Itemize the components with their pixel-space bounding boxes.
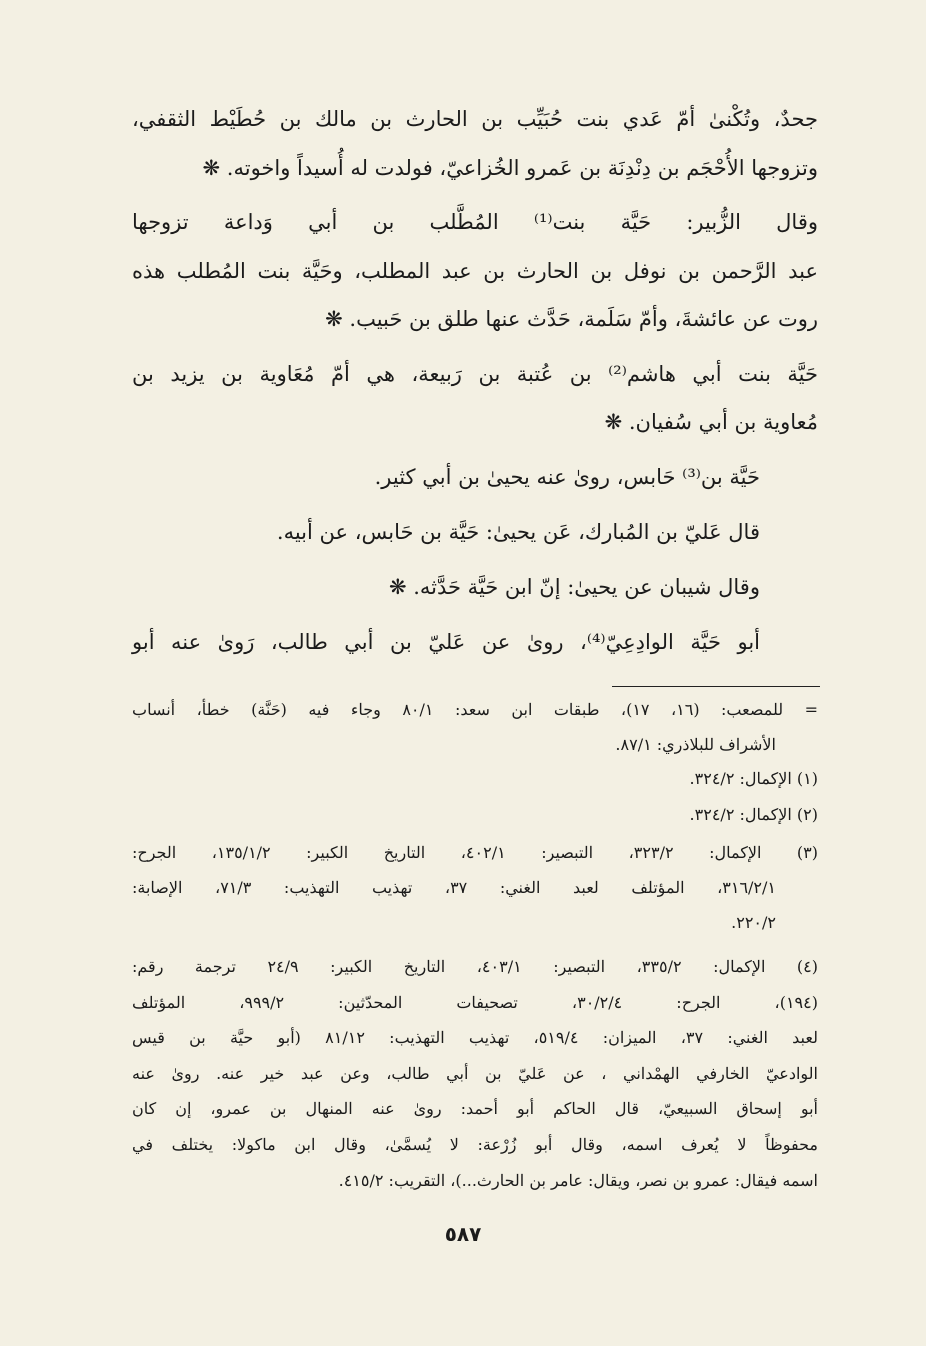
body-line-4: عبد الرَّحمن بن نوفل بن الحارث بن عبد المطلب، وحَيَّة بنت المُطلب هذه: [132, 259, 818, 283]
footnote-line-1: = للمصعب: (١٦، ١٧)، طبقات ابن سعد: ٨٠/١ وجاء فيه (حَنَّة) خطأ، أنساب: [132, 700, 818, 719]
footnote-line-2: الأشراف للبلاذري: ٨٧/١.: [615, 735, 776, 754]
footnote-line-4: (٢) الإكمال: ٣٢٤/٢.: [689, 805, 818, 824]
body-line-7: مُعاوية بن أبي سُفيان. ❋: [604, 410, 818, 434]
footnote-divider: [612, 686, 820, 687]
body-line-6: حَيَّة بنت أبي هاشم⁽²⁾ بن عُتبة بن رَبيعة، هي أمّ مُعَاوية بن يزيد بن: [132, 362, 818, 386]
body-line-9: قال عَليّ بن المُبارك، عَن يحيىٰ: حَيَّة بن حَابس، عن أبيه.: [276, 520, 760, 544]
body-line-5: روت عن عائشةَ، وأمّ سَلَمة، حَدَّث عنها طلق بن حَبيب. ❋: [325, 307, 818, 331]
footnote-line-12: أبو إسحاق السبيعيّ، قال الحاكم أبو أحمد: روىٰ عنه المنهال بن عمرو، إن كان: [132, 1099, 818, 1118]
body-line-1: جحدٌ، وتُكْنىٰ أمّ عَدي بنت حُبَيِّب بن الحارث بن مالك بن حُطَيْط الثقفي،: [132, 107, 818, 131]
footnote-line-9: (١٩٤)، الجرح: ٣٠/٢/٤، تصحيفات المحدّثين: ٩٩٩/٢، المؤتلف: [132, 993, 818, 1012]
body-line-10: وقال شيبان عن يحيىٰ: إنّ ابن حَيَّة حَدَّثه. ❋: [388, 575, 760, 599]
footnote-line-7: ٢٢٠/٢.: [731, 913, 776, 932]
footnote-line-11: الوادعيّ الخارفي الهمْداني ، عن عَليّ بن أبي طالب، وعن عبد خير عنه. روىٰ عنه: [132, 1064, 818, 1083]
footnote-line-8: (٤) الإكمال: ٣٣٥/٢، التبصير: ٤٠٣/١، التاريخ الكبير: ٢٤/٩ ترجمة رقم:: [132, 957, 818, 976]
footnote-line-14: اسمه فيقال: عمرو بن نصر، ويقال: عامر بن الحارث...)، التقريب: ٤١٥/٢.: [338, 1171, 818, 1190]
footnote-line-5: (٣) الإكمال: ٣٢٣/٢، التبصير: ٤٠٢/١، التاريخ الكبير: ١٣٥/١/٢، الجرح:: [132, 843, 819, 862]
footnote-line-6: ٣١٦/٢/١، المؤتلف لعبد الغني: ٣٧، تهذيب التهذيب: ٧١/٣، الإصابة:: [132, 878, 776, 897]
body-line-8: حَيَّة بن⁽³⁾ حَابس، روىٰ عنه يحيىٰ بن أبي كثير.: [374, 465, 760, 489]
footnote-line-3: (١) الإكمال: ٣٢٤/٢.: [689, 769, 818, 788]
page-number: ٥٨٧: [444, 1222, 482, 1246]
footnote-line-10: لعبد الغني: ٣٧، الميزان: ٥١٩/٤، تهذيب التهذيب: ٨١/١٢ (أبو حيَّة بن قيس: [132, 1028, 818, 1047]
footnote-line-13: محفوظاً لا يُعرف اسمه، وقال أبو زُرْعة: لا يُسمَّىٰ، وقال ابن ماكولا: يختلف في: [132, 1135, 818, 1154]
body-line-11: أبو حَيَّة الوادِعِيّ⁽⁴⁾، روىٰ عن عَليّ بن أبي طالب، رَوىٰ عنه أبو: [132, 630, 760, 654]
body-line-2: وتزوجها الأُحْجَم بن دِنْدِنَة بن عَمرو الخُزاعيّ، فولدت له أُسيداً واخوته. ❋: [202, 156, 818, 180]
body-line-3: وقال الزُّبير: حَيَّة بنت⁽¹⁾ المُطَّلب بن أبي وَداعة تزوجها: [132, 210, 819, 234]
